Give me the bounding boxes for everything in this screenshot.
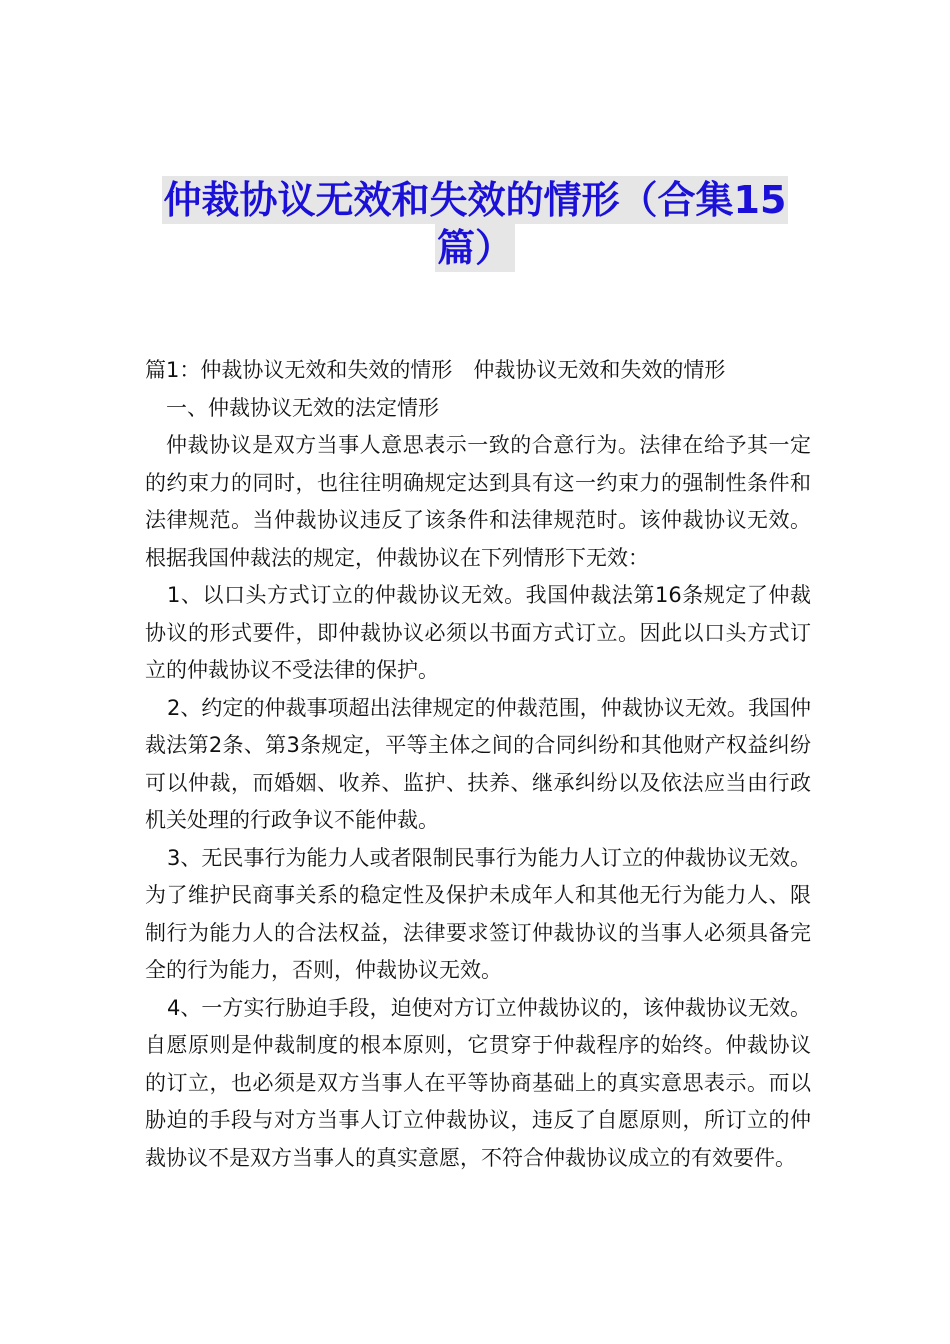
- paragraph: 3、无民事行为能力人或者限制民事行为能力人订立的仲裁协议无效。为了维护民商事关系的稳定性及保护未成年人和其他无行为能力人、限制行为能力人的合法权益，法律要求签订仲裁协议的当事人必须具备完全的行为能力，否则，仲裁协议无效。: [145, 845, 811, 982]
- paragraph: 4、一方实行胁迫手段，迫使对方订立仲裁协议的，该仲裁协议无效。自愿原则是仲裁制度的根本原则，它贯穿于仲裁程序的始终。仲裁协议的订立，也必须是双方当事人在平等协商基础上的真实意思表示。而以胁迫的手段与对方当事人订立仲裁协议，违反了自愿原则，所订立的仲裁协议不是双方当事人的真实意愿，不符合仲裁协议成立的有效要件。: [145, 995, 811, 1170]
- section-heading: 一、仲裁协议无效的法定情形: [166, 395, 439, 420]
- paragraph: 1、以口头方式订立的仲裁协议无效。我国仲裁法第16条规定了仲裁协议的形式要件，即仲裁协议必须以书面方式订立。因此以口头方式订立的仲裁协议不受法律的保护。: [145, 583, 811, 682]
- paragraph-heading: 篇1：仲裁协议无效和失效的情形 仲裁协议无效和失效的情形: [145, 358, 726, 382]
- document-title: [150, 176, 800, 272]
- title-line-2: 篇）: [436, 226, 513, 270]
- document-body: [145, 352, 811, 1177]
- paragraph: 仲裁协议是双方当事人意思表示一致的合意行为。法律在给予其一定的约束力的同时，也往往明确规定达到具有这一约束力的强制性条件和法律规范。当仲裁协议违反了该条件和法律规范时。该仲裁协议无效。根据我国仲裁法的规定，仲裁协议在下列情形下无效：: [145, 433, 811, 570]
- title-line-1: 仲裁协议无效和失效的情形（合集15: [163, 178, 787, 222]
- paragraph: 2、约定的仲裁事项超出法律规定的仲裁范围，仲裁协议无效。我国仲裁法第2条、第3条规定，平等主体之间的合同纠纷和其他财产权益纠纷可以仲裁，而婚姻、收养、监护、扶养、继承纠纷以及依法应当由行政机关处理的行政争议不能仲裁。: [145, 695, 811, 832]
